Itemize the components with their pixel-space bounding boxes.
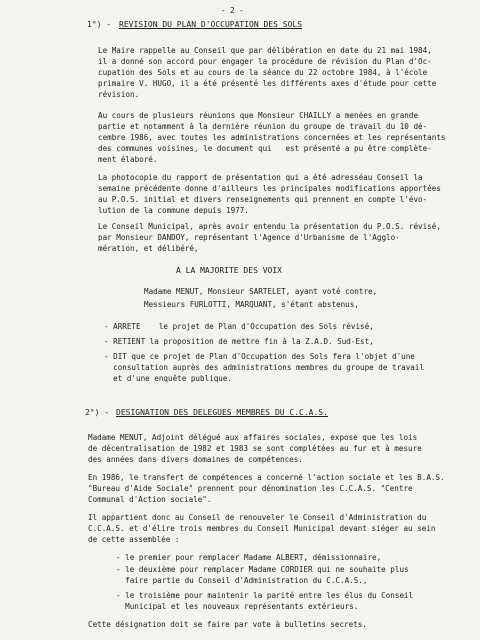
s2-p1-line: Madame MENUT, Adjoint délégué aux affaires sociales, expose que les lois bbox=[88, 433, 418, 442]
s1-p2-line: Au cours de plusieurs réunions que Monsieur CHAILLY a menées en grande bbox=[98, 111, 419, 120]
s1-p2-line: des communes voisines, le document qui est présenté a pu être complète- bbox=[98, 144, 432, 153]
s1-p4-line: Le Conseil Municipal, après avoir entendu la présentation du P.O.S. révisé, bbox=[98, 222, 441, 231]
s2-p1-line: des années dans divers domaines de compétences. bbox=[88, 455, 303, 464]
s1-p1-line: cupation des Sols et au cours de la séance du 22 octobre 1984, à l'école bbox=[98, 68, 428, 77]
decision-dit: consultation auprès des administrations membres du groupe de travail bbox=[104, 363, 425, 372]
member-item-third: - le troisième pour maintenir la parité entre les élus du Conseil bbox=[116, 591, 414, 600]
vote-abstain-line: Messieurs FURLOTTI, MARQUANT, s'étant abstenus, bbox=[144, 300, 359, 309]
s1-p1-line: il a donné son accord pour engager la procédure de révision du Plan d'Oc- bbox=[98, 57, 432, 66]
s1-p1-line: révision. bbox=[98, 90, 140, 99]
section2-number: 2°) - bbox=[85, 408, 110, 417]
s1-p2-line: ment élaboré. bbox=[98, 155, 158, 164]
s1-p2-line: partie et notamment à la dernière réunion du groupe de travail du 10 dé- bbox=[98, 122, 428, 131]
s2-p2-line: "Bureau d'Aide Sociale" prennent pour dénomination les C.C.A.S. "Centre bbox=[88, 484, 413, 493]
vote-heading: A LA MAJORITE DES VOIX bbox=[176, 266, 282, 275]
s1-p4-line: par Monsieur DANDOY, représentant l'Agence d'Urbanisme de l'Agglo- bbox=[98, 233, 400, 242]
s1-p1-line: primaire V. HUGO, il a été présenté les différents axes d'étude pour cette bbox=[98, 79, 437, 88]
s2-p2-line: En 1986, le transfert de compétences a concerné l'action sociale et les B.A.S. bbox=[88, 473, 445, 482]
s1-p3-line: La photocopie du rapport de présentation qui a été adresséau Conseil la bbox=[98, 173, 423, 182]
s1-p3-line: semaine précédente donne d'ailleurs les principales modifications apportées bbox=[98, 184, 441, 193]
section2-title: DESIGNATION DES DELEGUES MEMBRES DU C.C.A.S. bbox=[116, 408, 328, 417]
s1-p4-line: mération, et délibéré, bbox=[98, 244, 199, 253]
decision-dit: - DIT que ce projet de Plan d'Occupation des Sols fera l'objet d'une bbox=[104, 352, 415, 361]
s2-p3-line: de cette assemblée : bbox=[88, 535, 180, 544]
page-number: - 2 - bbox=[221, 6, 244, 15]
section1-number: 1°) - bbox=[87, 20, 112, 29]
s2-p2-line: Communal d'Action sociale". bbox=[88, 495, 212, 504]
closing-line: Cette désignation doit se faire par vote à bulletins secrets. bbox=[88, 620, 367, 629]
member-item-second: faire partie du Conseil d'Administration du C.C.A.S., bbox=[116, 576, 368, 585]
s1-p2-line: cembre 1986, avec toutes les administrations concernées et les représentants bbox=[98, 133, 446, 142]
member-item-first: - le premier pour remplacer Madame ALBERT, démissionnaire, bbox=[116, 553, 382, 562]
decision-arrete: - ARRETE le projet de Plan d'Occupation des Sols révisé, bbox=[104, 322, 374, 331]
s2-p1-line: de décentralisation de 1982 et 1983 se sont complétées au fur et à mesure bbox=[88, 444, 422, 453]
vote-against-line: Madame MENUT, Monsieur SARTELET, ayant voté contre, bbox=[144, 287, 378, 296]
s1-p3-line: au P.O.S. initial et divers renseignements qui prennent en compte l'évo- bbox=[98, 195, 428, 204]
s1-p1-line: Le Maire rappelle au Conseil que par délibération en date du 21 mai 1984, bbox=[98, 46, 432, 55]
section1-title: REVISION DU PLAN D'OCCUPATION DES SOLS bbox=[119, 20, 303, 29]
s1-p3-line: lution de la commune depuis 1977. bbox=[98, 206, 249, 215]
member-item-second: - le deuxième pour remplacer Madame CORDIER qui ne souhaite plus bbox=[116, 565, 409, 574]
decision-retient: - RETIENT la proposition de mettre fin à la Z.A.D. Sud-Est, bbox=[104, 337, 374, 346]
member-item-third: Municipal et les nouveaux représentants extérieurs. bbox=[116, 602, 359, 611]
decision-dit: et d'une enquête publique. bbox=[104, 374, 233, 383]
s2-p3-line: C.C.A.S. et d'élire trois membres du Conseil Municipal devant siéger au sein bbox=[88, 524, 436, 533]
s2-p3-line: Il appartient donc au Conseil de renouveler le Conseil d'Administration du bbox=[88, 513, 427, 522]
